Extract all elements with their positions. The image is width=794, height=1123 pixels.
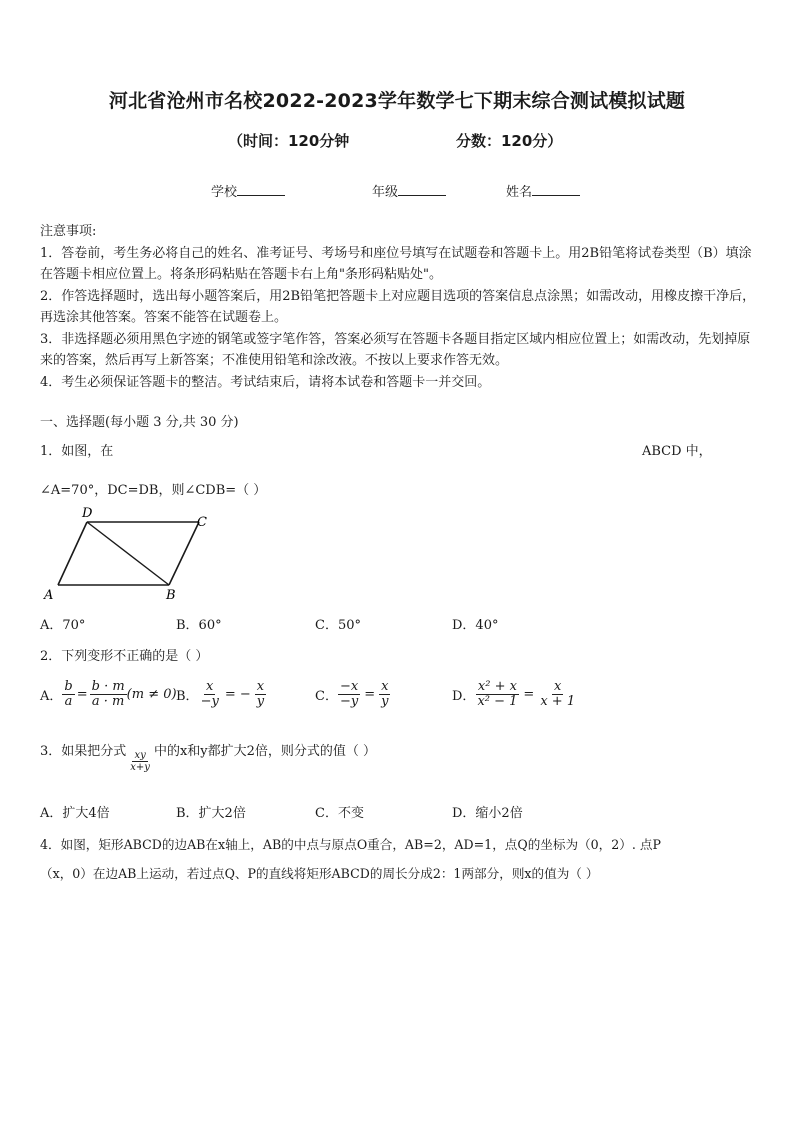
school-blank[interactable] [237,183,285,196]
q1-option-b[interactable]: B．60° [176,618,222,633]
notes-block [40,221,758,393]
option-letter: D． [452,689,476,704]
q4-line-1: 4．如图，矩形ABCD的边AB在x轴上，AB的中点与原点O重合，AB=2，AD=1，点Q的坐标为（0，2）. 点P [40,837,661,852]
q1-option-d[interactable]: D．40° [452,618,499,633]
exam-time: （时间：120分钟 [228,132,350,150]
edge-ad [58,522,87,585]
fraction: $\frac{x}{x + 1}$ [540,679,576,709]
q3-stem-end: 中的x和y都扩大2倍，则分式的值（ ） [153,744,377,759]
q2-option-c[interactable] [315,680,390,709]
fraction: $\frac{b \cdot m}{a \cdot m}$ [91,679,125,709]
grade-blank[interactable] [398,183,446,196]
option-letter: C． [315,689,338,704]
parallelogram-figure [38,503,228,603]
q1-stem-start: 1．如图，在 [40,444,114,459]
equals: = [523,687,535,702]
fraction: $\frac{\text{x² + x}}{\text{x² − 1}}$ [477,679,518,709]
diagonal-db [87,522,169,585]
section-title: 一、选择题(每小题 3 分,共 30 分) [40,415,239,430]
label-a: A [44,588,54,603]
option-letter: A． [40,689,63,704]
q1-option-c[interactable]: C．50° [315,618,361,633]
q3-fraction: $\frac{xy}{x+y}$ [130,750,150,773]
note-item: 4．考生必须保证答题卡的整洁。考试结束后，请将本试卷和答题卡一并交回。 [40,374,491,390]
equals: = − [224,687,251,702]
note-item: 1．答卷前，考生务必将自己的姓名、准考证号、考场号和座位号填写在试题卷和答题卡上。用2B铅笔将试卷类型（B）填涂在答题卡相应位置上。将条形码粘贴在答题卡右上角"条形码粘贴处"。 [40,245,752,282]
q3-option-c[interactable]: C．不变 [315,806,364,821]
q3-option-a[interactable]: A．扩大4倍 [40,806,110,821]
name-label: 姓名 [506,185,533,200]
q2-option-a[interactable] [40,680,177,709]
equals: = [364,687,376,702]
q4-line-2: （x，0）在边AB上运动，若过点Q、P的直线将矩形ABCD的周长分成2：1两部分，则x的值为（ ） [40,866,599,881]
notes-heading: 注意事项: [40,224,97,239]
edge-cb [169,522,199,585]
equals: = [76,687,88,702]
label-b: B [166,588,176,603]
fraction: $\frac{x}{y}$ [256,679,265,709]
name-blank[interactable] [532,183,580,196]
option-letter: B． [176,689,199,704]
q3-stem [40,740,376,773]
note-item: 2．作答选择题时，选出每小题答案后，用2B铅笔把答题卡上对应题目选项的答案信息点涂黑；如需改动，用橡皮擦干净后，再选涂其他答案。答案不能答在试题卷上。 [40,288,756,325]
q1-stem-condition: ∠A=70°，DC=DB，则∠CDB=（ ） [40,483,267,498]
grade-field [372,181,446,200]
grade-label: 年级 [372,185,399,200]
fraction: $\frac{-x}{-y}$ [339,679,359,709]
q3-stem-start: 3．如果把分式 [40,744,127,759]
exam-title: 河北省沧州市名校2022-2023学年数学七下期末综合测试模拟试题 [108,90,686,112]
q2-stem: 2．下列变形不正确的是（ ） [40,649,209,664]
exam-score: 分数：120分） [456,132,563,150]
fraction: $\frac{x}{-y}$ [200,679,219,709]
condition: (m ≠ 0) [126,687,177,702]
name-field [506,181,580,200]
label-d: D [82,506,93,521]
q3-option-d[interactable]: D．缩小2倍 [452,806,523,821]
q1-stem-end: ABCD 中， [642,444,712,459]
fraction: $\frac{x}{y}$ [381,679,389,709]
q2-option-b[interactable] [176,680,266,709]
fraction: $\frac{b}{a}$ [64,679,73,709]
q1-option-a[interactable]: A．70° [40,618,86,633]
note-item: 3．非选择题必须用黑色字迹的钢笔或签字笔作答，答案必须写在答题卡各题目指定区域内相应位置上；如需改动，先划掉原来的答案，然后再写上新答案；不准使用铅笔和涂改液。不按以上要求作答无效。 [40,331,751,368]
q3-option-b[interactable]: B．扩大2倍 [176,806,246,821]
school-label: 学校 [211,185,238,200]
q2-option-d[interactable] [452,680,577,709]
label-c: C [197,515,207,530]
school-field [211,181,285,200]
